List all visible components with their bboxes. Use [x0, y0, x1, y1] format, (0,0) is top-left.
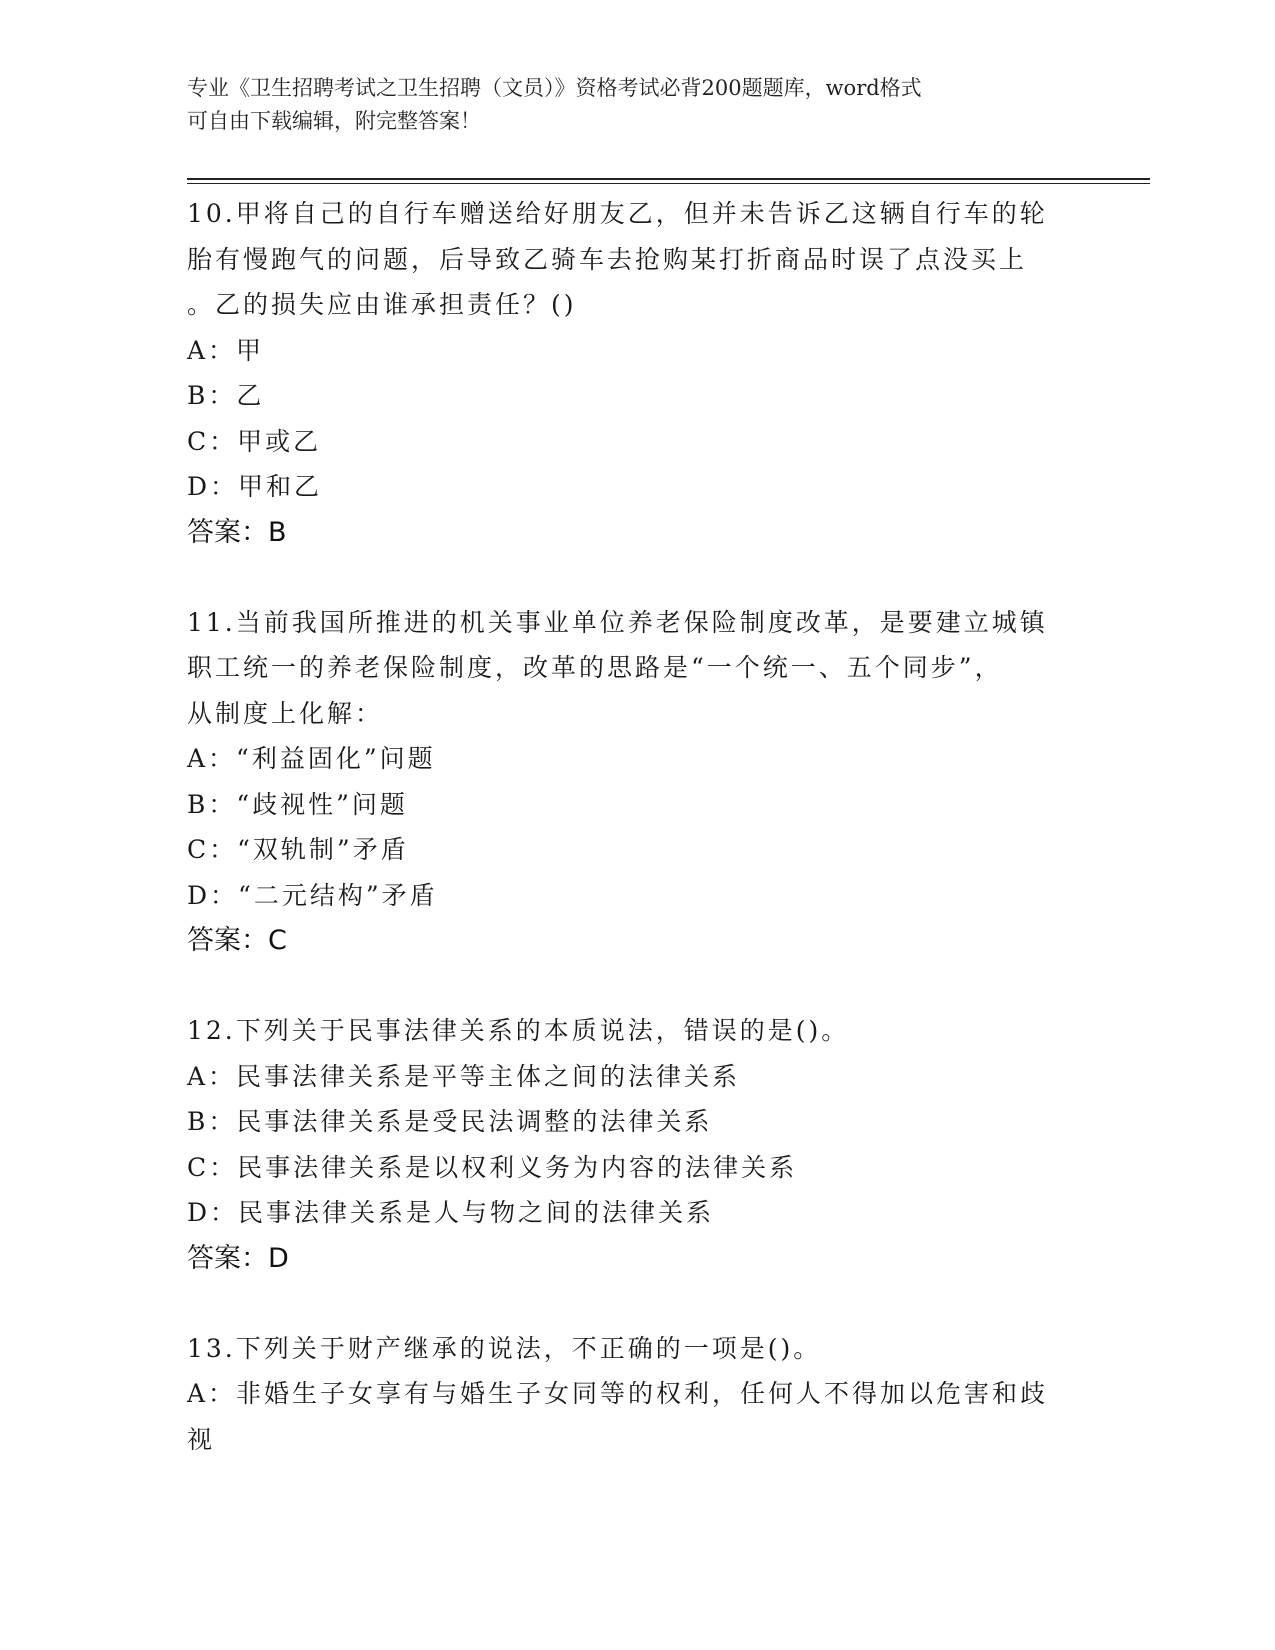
option-d: D：民事法律关系是人与物之间的法律关系 [187, 1198, 715, 1227]
question-list [187, 191, 1087, 1506]
question-stem-line: 从制度上化解： [187, 698, 384, 728]
option-a: A：“利益固化”问题 [187, 744, 436, 773]
question-11 [187, 600, 1087, 965]
option-a-continued: 视 [187, 1424, 216, 1454]
option-a: A：非婚生子女享有与婚生子女同等的权利，任何人不得加以危害和歧 [187, 1379, 1049, 1408]
question-13 [187, 1326, 1087, 1463]
question-stem-line: 13.下列关于财产继承的说法，不正确的一项是()。 [187, 1333, 822, 1363]
option-a: A：民事法律关系是平等主体之间的法律关系 [187, 1061, 741, 1091]
answer-label: 答案：B [187, 516, 287, 548]
option-c: C：“双轨制”矛盾 [187, 835, 409, 864]
answer-label: 答案：D [187, 1242, 289, 1274]
question-stem-line: 职工统一的养老保险制度，改革的思路是“一个统一、五个同步”， [187, 653, 1003, 682]
question-stem-line: 11.当前我国所推进的机关事业单位养老保险制度改革，是要建立城镇 [187, 607, 1048, 637]
question-10 [187, 191, 1087, 556]
header-divider-thin [187, 183, 1150, 184]
answer-label: 答案：C [187, 925, 287, 956]
option-b: B：乙 [187, 381, 265, 410]
option-c: C：民事法律关系是以权利义务为内容的法律关系 [187, 1152, 798, 1182]
document-header [187, 72, 1067, 138]
question-stem-line: 12.下列关于民事法律关系的本质说法，错误的是()。 [187, 1016, 850, 1045]
option-a: A：甲 [187, 335, 265, 365]
option-c: C：甲或乙 [187, 426, 322, 456]
header-line-2: 可自由下载编辑，附完整答案！ [187, 109, 481, 133]
option-d: D：“二元结构”矛盾 [187, 880, 438, 910]
question-stem-line: 。乙的损失应由谁承担责任？() [187, 290, 577, 319]
header-line-1: 专业《卫生招聘考试之卫生招聘（文员）》资格考试必背200题题库，word格式 [187, 76, 922, 100]
question-stem-line: 10.甲将自己的自行车赠送给好朋友乙，但并未告诉乙这辆自行车的轮 [187, 199, 1048, 228]
header-divider-thick [187, 178, 1150, 180]
question-12 [187, 1008, 1087, 1282]
option-d: D：甲和乙 [187, 472, 323, 501]
question-stem-line: 胎有慢跑气的问题，后导致乙骑车去抢购某打折商品时误了点没买上 [187, 244, 1028, 274]
option-b: B：“歧视性”问题 [187, 789, 408, 819]
option-b: B：民事法律关系是受民法调整的法律关系 [187, 1107, 713, 1136]
